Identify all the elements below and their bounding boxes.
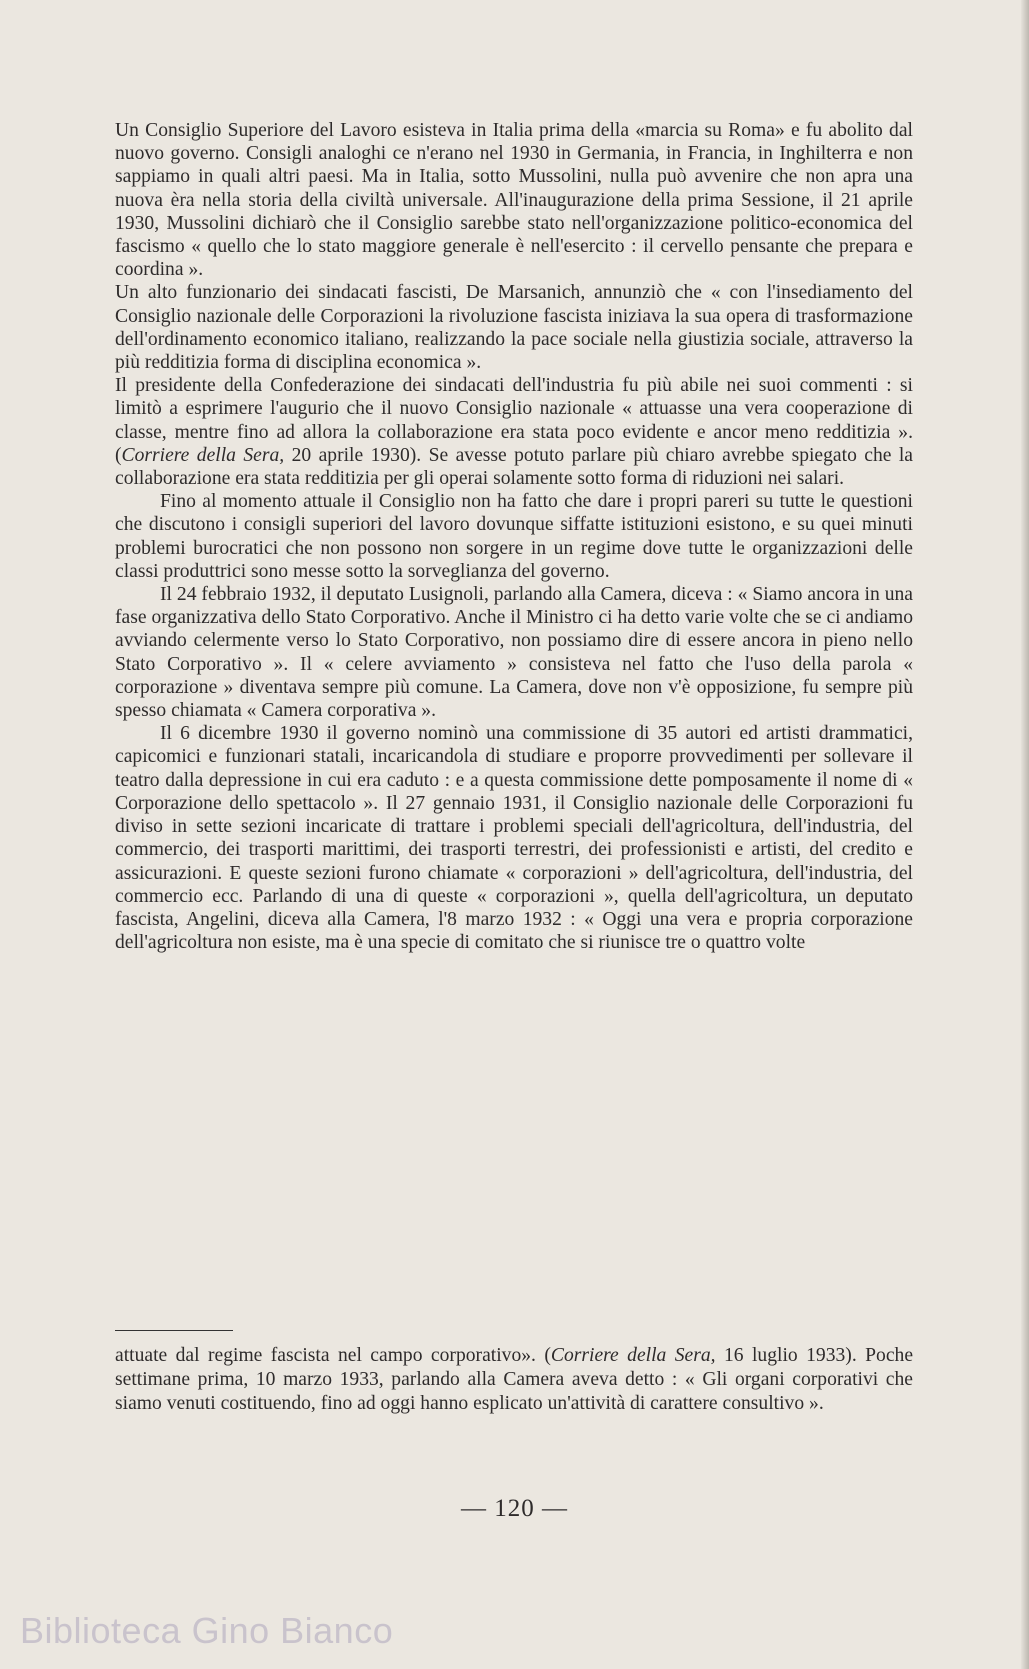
footnote-text (115, 1344, 913, 1415)
page-edge (1021, 0, 1029, 1669)
footnote-lead: attuate dal regime fascista nel campo corporativo». ( (115, 1345, 551, 1366)
page-number: — 120 — (461, 1495, 568, 1522)
footnote-rest: 16 luglio 1933). Poche settimane prima, 10 marzo 1933, parlando alla Camera aveva detto : « Gli organi corporativi che siamo venuti costituendo, fino ad oggi hanno esplicato un'attività di carattere consultivo ». (115, 1345, 914, 1414)
paragraph: Un alto funzionario dei sindacati fascisti, De Marsanich, annunziò che « con l'insediamento del Consiglio nazionale delle Corporazioni la rivoluzione fascista iniziava la sua opera di trasformazione dell'ordinamento economico italiano, realizzando la pace sociale nella giustizia sociale, attraverso la più redditizia forma di disciplina economica ». (115, 282, 913, 374)
citation-source: Corriere della Sera, (121, 444, 285, 466)
paragraph: Fino al momento attuale il Consiglio non ha fatto che dare i propri pareri su tutte le questioni che discutono i consigli superiori del lavoro dovunque siffatte istituzioni esistono, e su quei minuti problemi burocratici che non possono non sorgere in un regime dove tutte le organizzazioni delle classi produttrici sono messe sotto la sorveglianza del governo. (115, 491, 913, 582)
paragraph: Il 6 dicembre 1930 il governo nominò una commissione di 35 autori ed artisti drammatici, capicomici e funzionari statali, incaricandola di studiare e proporre provvedimenti per sollevare il teatro dalla depressione in cui era caduto : e a questa commissione dette pomposamente il nome di « Corporazione dello spettacolo ». Il 27 gennaio 1931, il Consiglio nazionale delle Corporazioni fu diviso in sette sezioni incaricate di trattare i problemi speciali dell'agricoltura, dell'industria, del commercio, dei trasporti marittimi, dei trasporti terrestri, dei professionisti e artisti, del credito e assicurazioni. E queste sezioni furono chiamate « corporazioni » dell'agricoltura, dell'industria, del commercio ecc. Parlando di una di queste « corporazioni », quella dell'agricoltura, un deputato fascista, Angelini, diceva alla Camera, l'8 marzo 1932 : « Oggi una vera e propria corporazione dell'agricoltura non esiste, ma è una specie di comitato che si riunisce tre o quattro volte (115, 723, 913, 954)
library-watermark: Biblioteca Gino Bianco (20, 1610, 394, 1651)
paragraph: Il 24 febbraio 1932, il deputato Lusignoli, parlando alla Camera, diceva : « Siamo ancora in una fase organizzativa dello Stato Corporativo. Anche il Ministro ci ha detto varie volte che se ci andiamo avviando celermente verso lo Stato Corporativo, non possiamo dire di essere ancora in pieno nello Stato Corporativo ». Il « celere avviamento » consisteva nel fatto che l'uso della parola « corporazione » diventava sempre più comune. La Camera, dove non v'è opposizione, fu sempre più spesso chiamata « Camera corporativa ». (115, 584, 913, 722)
citation-date: 20 aprile 1930). (291, 444, 422, 466)
main-text (115, 119, 913, 954)
footnote-source: Corriere della Sera, (550, 1345, 716, 1366)
paragraph-text: Il presidente della Confederazione dei sindacati dell'industria fu più abile nei suoi commenti : si limitò a esprimere l'augurio che il nuovo Consiglio nazionale « attuasse una vera cooperazione di classe, mentre fino ad allora la collaborazione era stata poco evidente e ancor meno redditizia ». (115, 375, 913, 443)
paragraph-text: Se avesse potuto parlare più chiaro avrebbe spiegato che la collaborazione era stata redditizia per gli operai solamente sotto forma di riduzioni nei salari. (115, 444, 913, 490)
footnote (115, 1344, 913, 1415)
paragraph: Un Consiglio Superiore del Lavoro esisteva in Italia prima della «marcia su Roma» e fu abolito dal nuovo governo. Consigli analoghi ce n'erano nel 1930 in Germania, in Francia, in Inghilterra e non sappiamo in quali altri paesi. Ma in Italia, sotto Mussolini, nulla può avvenire che non apra una nuova èra nella storia della civiltà universale. All'inaugurazione della prima Sessione, il 21 aprile 1930, Mussolini dichiarò che il Consiglio sarebbe stato nell'organizzazione politico-economica del fascismo « quello che lo stato maggiore generale è nell'esercito : il cervello pensante che prepara e coordina ». (115, 120, 913, 281)
paragraph: Il presidente della Confederazione dei sindacati dell'industria fu più abile nei suoi commenti : si limitò a esprimere l'augurio che il nuovo Consiglio nazionale « attuasse una vera cooperazione di classe, mentre fino ad allora la collaborazione era stata poco evidente e ancor meno redditizia ». (Corriere della Sera, 20 aprile 1930). Se avesse potuto parlare più chiaro avrebbe spiegato che la collaborazione era stata redditizia per gli operai solamente sotto forma di riduzioni nei salari. (115, 375, 913, 490)
footnote-divider (115, 1330, 233, 1331)
